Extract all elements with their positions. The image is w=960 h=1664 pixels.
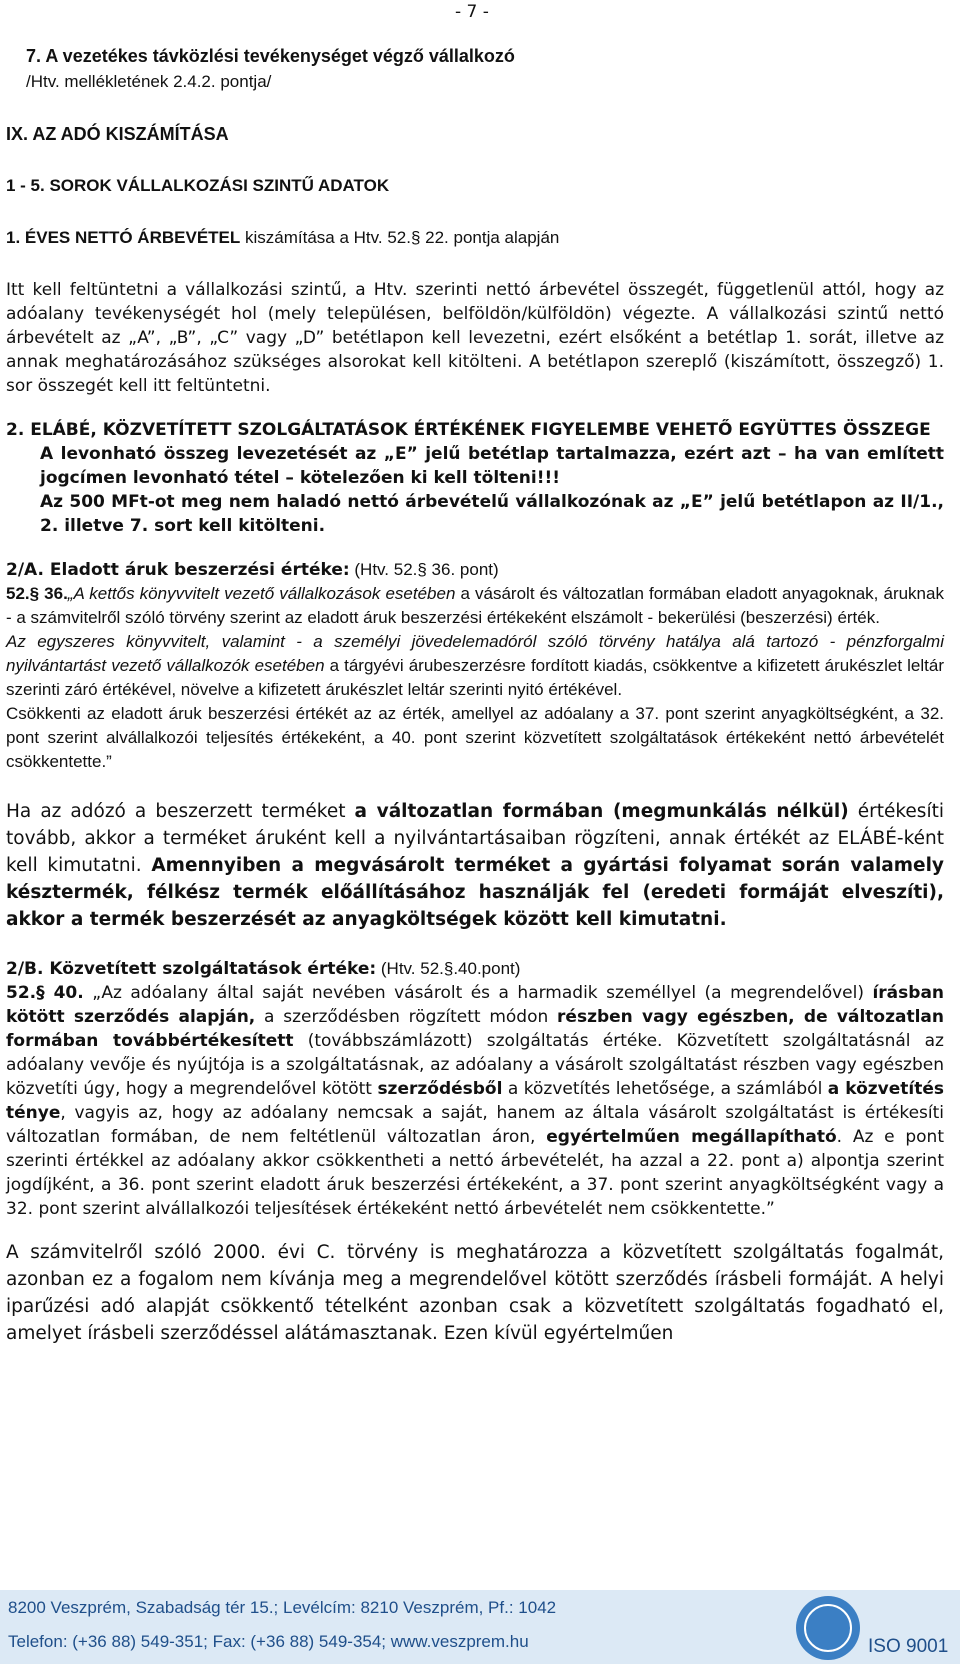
item-1-bold: 1. ÉVES NETTÓ ÁRBEVÉTEL [6, 228, 241, 247]
item-2-title: 2. ELÁBÉ, KÖZVETÍTETT SZOLGÁLTATÁSOK ÉRTÉKÉNEK FIGYELEMBE VEHETŐ EGYÜTTES ÖSSZEGE [6, 420, 931, 440]
section-2b-segment: írásban kötött szerződés alapján, [6, 983, 945, 1027]
certification-seal-icon [796, 1596, 860, 1660]
page-number: - 7 - [455, 2, 489, 22]
section-2a-reference: (Htv. 52.§ 36. pont) [349, 560, 499, 579]
elabe-p-part3: értékesíti tovább, akkor a terméket áruként kell a nyilvántartásaiban rögzíteni, annak értékét az ELÁBÉ-ként kell kimutatni. [6, 801, 944, 876]
section-2a-paragraph-3: Csökkenti az eladott áruk beszerzési értékét az az érték, amellyel az adóalany a 37. pont szerint anyagköltségként, a 32. pont szerint alvállalkozói teljesítés értékeként, a 40. pont szerint közvetített szolgáltatások értékeként nettó árbevételét csökkentette.” [6, 704, 944, 771]
section-2b-segment: „Az adóalany által saját nevében vásárolt és a harmadik személlyel (a megrendelővel) [83, 983, 873, 1003]
chapter-title: IX. AZ ADÓ KISZÁMÍTÁSA [6, 124, 229, 144]
section-2b-reference: (Htv. 52.§.40.pont) [376, 959, 521, 978]
rows-title: 1 - 5. SOROK VÁLLALKOZÁSI SZINTŰ ADATOK [6, 176, 390, 195]
elabe-p-part1: Ha az adózó a beszerzett terméket [6, 801, 355, 822]
iso-label: ISO 9001 [868, 1636, 949, 1657]
item-2-note-1: A levonható összeg levezetését az „E” jelű betétlap tartalmazza, ezért azt – ha van említett jogcímen levonható tétel – kötelezően ki kell tölteni!!! [40, 444, 944, 488]
section-2b-segment: a közvetítés ténye [6, 1079, 944, 1123]
section-2b-segment: (továbbszámlázott) szolgáltatás értéke. Közvetített szolgáltatásnál az adóalany vevője és nyújtója is a szolgáltatásnak, az adóalany a vásárolt szolgáltatást részben vagy egészben közvetíti úgy, hogy a megrendelővel kötött [6, 1031, 944, 1099]
section-2b-segment: . Az e pont szerinti értékkel az adóalany akkor csökkentheti a nettó árbevételét, ha azzal a 22. pont a) alpontja szerint jogdíjként, a 36. pont szerint eladott áruk beszerzési értékeként, a 37. pont szerint anyagköltségként vagy a 32. pont szerint alvállalkozói teljesítések értékeként nettó árbevételét nem csökkentette.” [6, 1127, 944, 1219]
section-2a-paragraph-2 [6, 630, 944, 702]
section-2b-segment: 52.§ 40. [6, 983, 84, 1003]
final-paragraph: A számvitelről szóló 2000. évi C. törvény is meghatározza a közvetített szolgáltatás fogalmát, azonban ez a fogalom nem kívánja meg a megrendelővel kötött szerződés írásbeli formáját. A helyi iparűzési adó alapját csökkentő tételként azonban csak a közvetített szolgáltatás fogadható el, amelyet írásbeli szerződéssel alátámasztanak. Ezen kívül egyértelműen [6, 1242, 944, 1344]
section-2a-heading [6, 558, 944, 582]
section-2b-segment: a szerződésben rögzített módon [255, 1007, 558, 1027]
section-2a-p1-italic: „A kettős könyvvitelt vezető vállalkozások esetében [67, 584, 456, 603]
item-1-paragraph: Itt kell feltüntetni a vállalkozási szintű, a Htv. szerinti nettó árbevétel összegét, függetlenül attól, hogy az adóalany tevékenységét hol (mely településen, belföldön/külföldön) végezte. A vállalkozási szintű nettó árbevételt az „A”, „B”, „C” vagy „D” betétlapon kell levezetni, ezért elsőként a betétlap 1. sorát, illetve az annak meghatározásához szükséges alsorokat kell kitölteni. A betétlapon szereplő (kiszámított, összegző) 1. sor összegét kell itt feltüntetni. [6, 280, 944, 396]
item-1-heading [6, 226, 944, 250]
elabe-paragraph [6, 798, 944, 933]
footer [0, 1590, 960, 1664]
section-2b-heading [6, 957, 944, 981]
section-2b-segment: a közvetítés lehetősége, a számlából [502, 1079, 828, 1099]
section-2a-p1-bold: 52.§ 36. [6, 584, 68, 603]
elabe-p-part4: Amennyiben a megvásárolt terméket a gyártási folyamat során valamely késztermék, félkész termék előállításához használják fel (eredeti formáját elveszíti), akkor a termék beszerzését az anyagköltségek között kell kimutatni. [6, 855, 944, 930]
item-1-rest: kiszámítása a Htv. 52.§ 22. pontja alapján [240, 228, 560, 247]
footer-address: 8200 Veszprém, Szabadság tér 15.; Levélcím: 8210 Veszprém, Pf.: 1042 [8, 1598, 557, 1617]
section-2b-segment: részben vagy egészben, de változatlan formában továbbértékesített [6, 1007, 944, 1051]
document-body [6, 44, 944, 1347]
section-2b-segment: , vagyis az, hogy az adóalany nemcsak a saját, hanem az általa vásárolt szolgáltatást is értékesíti változatlan formában, de nem feltétlenül változatlan áron, [6, 1103, 944, 1147]
section-2a-p1-rest: a vásárolt és változatlan formában eladott anyagoknak, áruknak - a számvitelről szóló törvény szerint az eladott áruk beszerzési értékeként elszámolt - bekerülési (beszerzési) érték. [6, 584, 944, 627]
section-2b-segment: szerződésből [377, 1079, 503, 1099]
section-2b-paragraph [6, 981, 944, 1221]
section-2a-bold: 2/A. Eladott áruk beszerzési értéke: [6, 560, 350, 580]
section-2b-segment: egyértelműen megállapítható [546, 1127, 837, 1147]
elabe-p-part2: a változatlan formában (megmunkálás nélkül) [354, 801, 849, 822]
section-7-reference: /Htv. mellékletének 2.4.2. pontja/ [26, 72, 272, 91]
section-2a-p2-rest: a tárgyévi árubeszerzésre fordított kiadás, csökkentve a kifizetett árukészlet leltár szerinti záró értékével, növelve a kifizetett árukészlet leltár szerinti nyitó értékével. [6, 656, 945, 699]
section-2a-paragraph-1 [6, 582, 944, 630]
item-2-note-2: Az 500 MFt-ot meg nem haladó nettó árbevételű vállalkozónak az „E” jelű betétlapon az II/1., 2. illetve 7. sort kell kitölteni. [40, 492, 944, 536]
section-7-title: 7. A vezetékes távközlési tevékenységet végző vállalkozó [26, 46, 515, 66]
section-2b-bold: 2/B. Közvetített szolgáltatások értéke: [6, 959, 377, 979]
section-2a-p2-italic: Az egyszeres könyvvitelt, valamint - a személyi jövedelemadóról szóló törvény hatálya alá tartozó - pénzforgalmi nyilvántartást vezető vállalkozók esetében [6, 632, 944, 675]
footer-contact: Telefon: (+36 88) 549-351; Fax: (+36 88) 549-354; www.veszprem.hu [8, 1632, 529, 1651]
